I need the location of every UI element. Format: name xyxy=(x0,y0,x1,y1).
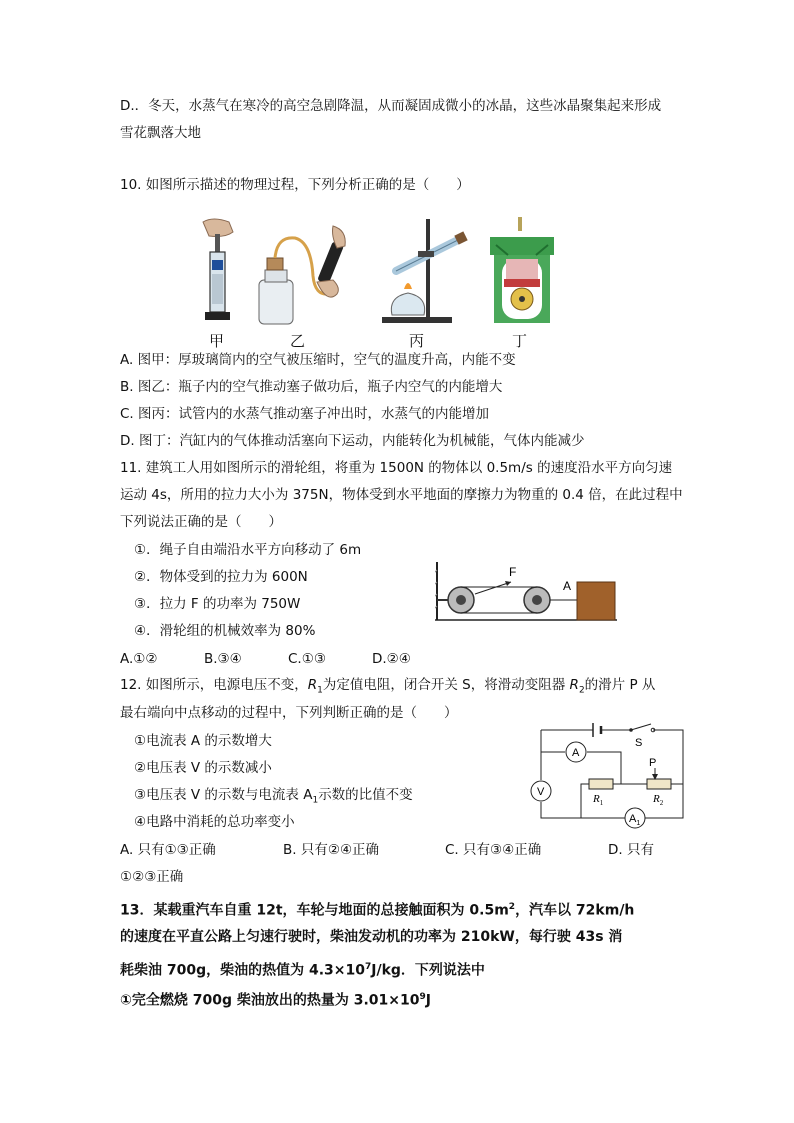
pulley-force-label: F xyxy=(509,565,517,579)
pulley-object-label: A xyxy=(563,579,572,593)
q12-option-d-continued: ①②③正确 xyxy=(120,869,184,885)
r1-label: $R_1$ xyxy=(593,793,604,807)
q11-option-c: C.①③ xyxy=(288,651,326,667)
q11-stem-line1: 11. 建筑工人用如图所示的滑轮组，将重为 1500N 的物体以 0.5m/s 的速度沿水平方向匀速 xyxy=(120,460,673,476)
caption-bing: 丙 xyxy=(409,332,425,350)
q12-stem-line1: 12. 如图所示，电源电压不变，$R_1$为定值电阻，闭合开关 S，将滑动变阻器 $R_2$的滑片 P 从 xyxy=(120,677,656,696)
caption-jia: 甲 xyxy=(209,332,225,350)
q11-option-b: B.③④ xyxy=(204,651,242,667)
figure-ding-engine-cylinder xyxy=(484,215,560,327)
q12-option-a: A. 只有①③正确 xyxy=(120,842,216,858)
switch-s-label: S xyxy=(635,737,643,749)
q11-option-a: A.①② xyxy=(120,651,158,667)
q12-option-c: C. 只有③④正确 xyxy=(445,842,542,858)
q11-statement-3: ③．拉力 F 的功率为 750W xyxy=(134,596,301,612)
ammeter-a-label: A xyxy=(572,747,580,759)
q13-statement-1: ①完全燃烧 700g 柴油放出的热量为 $3.01\times 10^9J$ xyxy=(120,992,431,1009)
q11-option-d: D.②④ xyxy=(372,651,411,667)
voltmeter-v-label: V xyxy=(537,786,545,798)
q12-statement-2: ②电压表 V 的示数减小 xyxy=(134,760,272,776)
q10-stem: 10. 如图所示描述的物理过程，下列分析正确的是（ ） xyxy=(120,177,470,193)
caption-ding: 丁 xyxy=(512,332,528,350)
q11-statement-2: ②．物体受到的拉力为 600N xyxy=(134,569,308,585)
slider-p-label: P xyxy=(649,757,657,769)
q12-statement-4: ④电路中消耗的总功率变小 xyxy=(134,814,295,830)
q11-stem-line3: 下列说法正确的是（ ） xyxy=(120,514,282,530)
q10-option-b: B. 图乙：瓶子内的空气推动塞子做功后，瓶子内空气的内能增大 xyxy=(120,379,503,395)
q12-statement-1: ①电流表 A 的示数增大 xyxy=(134,733,272,749)
ammeter-a1-label: $A_1$ xyxy=(629,813,641,827)
q11-stem-line2: 运动 4s，所用的拉力大小为 375N，物体受到水平地面的摩擦力为物重的 0.4 倍，在此过程中 xyxy=(120,487,683,503)
q11-statement-1: ①．绳子自由端沿水平方向移动了 6m xyxy=(134,542,362,558)
q12-option-d: D. 只有 xyxy=(608,842,654,858)
figure-pulley-system xyxy=(435,562,617,624)
q10-option-a: A. 图甲：厚玻璃筒内的空气被压缩时，空气的温度升高，内能不变 xyxy=(120,352,516,368)
figure-yi-bottle-pump xyxy=(253,222,350,326)
q10-option-d: D. 图丁：汽缸内的气体推动活塞向下运动，内能转化为机械能，气体内能减少 xyxy=(120,433,585,449)
figure-jia-glass-cylinder xyxy=(195,218,245,330)
q12-option-b: B. 只有②④正确 xyxy=(283,842,380,858)
q9-option-d-line2: 雪花飘落大地 xyxy=(120,125,201,141)
q13-stem-line1: 13．某载重汽车自重 12t，车轮与地面的总接触面积为 $0.5m^2$，汽车以 72km/h xyxy=(120,902,635,919)
q10-option-c: C. 图丙：试管内的水蒸气推动塞子冲出时，水蒸气的内能增加 xyxy=(120,406,490,422)
q12-statement-3: ③电压表 V 的示数与电流表 $A_1$示数的比值不变 xyxy=(134,787,413,806)
figure-circuit xyxy=(527,722,689,832)
r2-label: $R_2$ xyxy=(653,793,664,807)
q9-option-d-line1: D.．冬天，水蒸气在寒冷的高空急剧降温，从而凝固成微小的冰晶，这些冰晶聚集起来形成 xyxy=(120,98,662,114)
q11-statement-4: ④．滑轮组的机械效率为 80% xyxy=(134,623,316,639)
figure-bing-test-tube xyxy=(374,215,474,327)
caption-yi: 乙 xyxy=(290,332,306,350)
q13-stem-line2: 的速度在平直公路上匀速行驶时，柴油发动机的功率为 210kW，每行驶 43s 消 xyxy=(120,929,623,945)
q13-stem-line3: 耗柴油 700g，柴油的热值为 $4.3\times 10^7J/kg$．下列说法中 xyxy=(120,962,485,979)
q12-stem-line2: 最右端向中点移动的过程中，下列判断正确的是（ ） xyxy=(120,705,458,721)
